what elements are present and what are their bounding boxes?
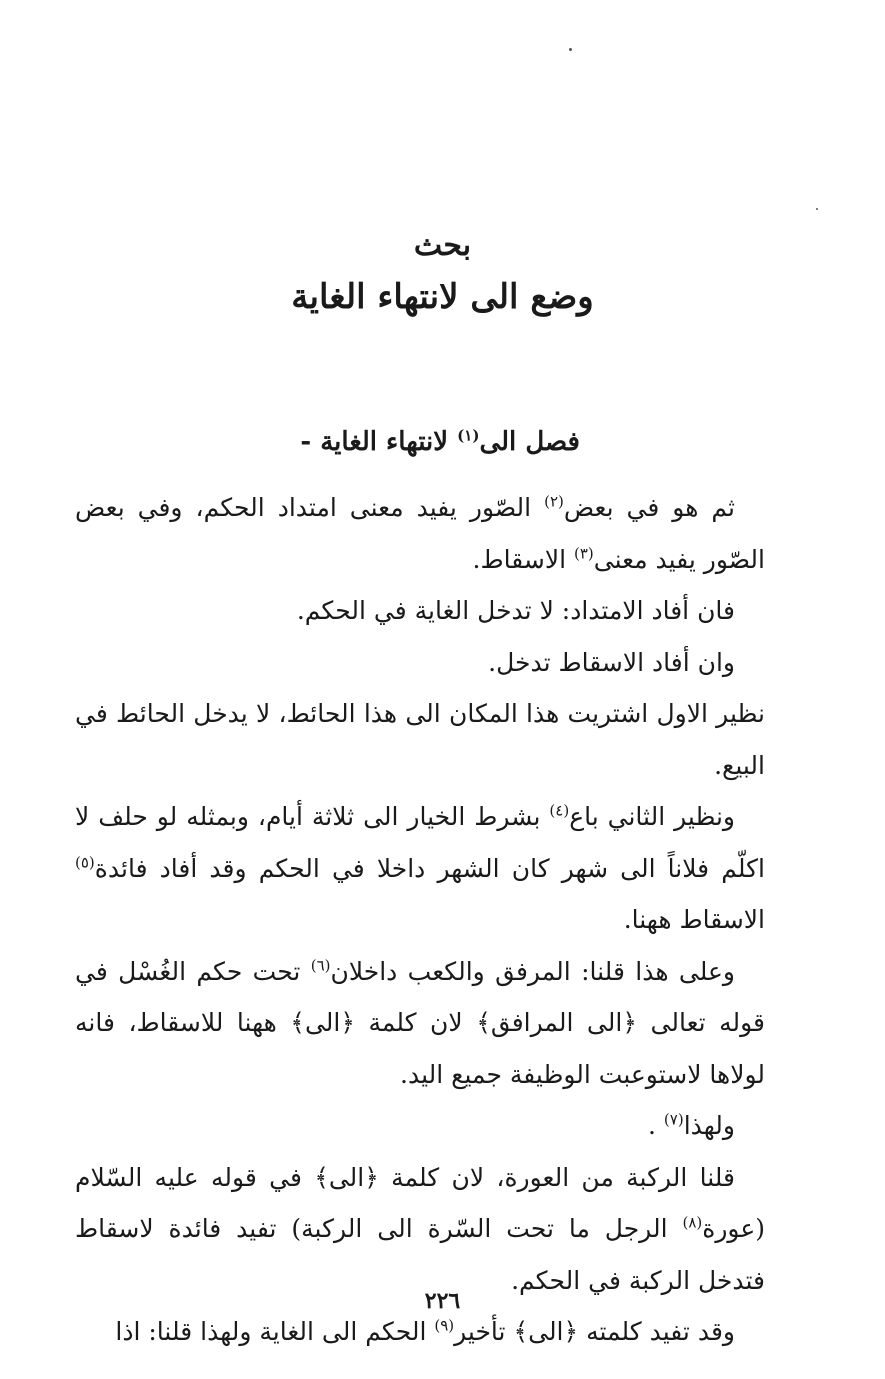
footnote-marker: (١)	[457, 426, 480, 445]
footnote-marker: (٢)	[544, 492, 564, 511]
paragraph-text: قلنا الركبة من العورة، لان كلمة ﴿الى﴾ في قوله عليه السّلام (عورة	[75, 1162, 765, 1243]
paragraph-text: ثم هو في بعض	[563, 493, 735, 522]
paragraph-text: الحكم الى الغاية ولهذا قلنا: اذا	[115, 1317, 435, 1346]
section-heading	[300, 420, 580, 464]
paragraph-text: الاسقاط ههنا.	[623, 905, 765, 934]
paragraph-text: .	[648, 1111, 664, 1140]
footnote-marker: (٤)	[549, 801, 570, 820]
paragraph-text: فان أفاد الامتداد: لا تدخل الغاية في الحكم.	[296, 596, 735, 625]
paragraph-text: وان أفاد الاسقاط تدخل.	[488, 647, 735, 677]
section-heading-start: فصل الى	[479, 427, 580, 457]
paragraph	[75, 791, 765, 946]
footnote-marker: (٧)	[663, 1110, 684, 1129]
paragraph-text: نظير الاول اشتريت هذا المكان الى هذا الحائط، لا يدخل الحائط في البيع.	[75, 699, 765, 780]
paragraph	[75, 585, 765, 637]
paragraph	[75, 688, 765, 791]
chapter-title: وضع الى لانتهاء الغاية	[291, 277, 594, 317]
footnote-marker: (٨)	[682, 1213, 703, 1232]
paragraph-text: بشرط الخيار الى ثلاثة أيام، وبمثله لو حلف لا اكلّم فلاناً الى شهر كان الشهر داخلا في الحكم وقد أفاد فائدة	[75, 802, 765, 883]
footnote-marker: (٩)	[434, 1316, 455, 1335]
paragraph	[75, 637, 765, 689]
paragraph	[75, 482, 765, 585]
paragraph-text: ولهذا	[683, 1111, 735, 1140]
paragraph	[75, 946, 765, 1101]
scan-speck	[816, 208, 818, 210]
paragraph-text: الصّور يفيد معنى امتداد الحكم، وفي بعض الصّور يفيد معنى	[75, 493, 765, 574]
body-text	[75, 482, 765, 1358]
footnote-marker: (٥)	[75, 853, 95, 872]
paragraph-text: الاسقاط.	[472, 544, 574, 574]
page-number: ٢٢٦	[424, 1288, 461, 1314]
paragraph-text: وقد تفيد كلمته ﴿الى﴾ تأخير	[454, 1317, 735, 1346]
scan-speck	[569, 48, 572, 51]
paragraph-text: وعلى هذا قلنا: المرفق والكعب داخلان	[330, 956, 735, 986]
paragraph	[75, 1100, 765, 1152]
paragraph-text: ونظير الثاني باع	[569, 802, 735, 831]
paragraph-text: الرجل ما تحت السّرة الى الركبة) تفيد فائدة لاسقاط فتدخل الركبة في الحكم.	[75, 1214, 765, 1295]
footnote-marker: (٦)	[310, 956, 331, 975]
title-block	[0, 222, 885, 324]
section-heading-end: لانتهاء الغاية -	[300, 427, 449, 457]
chapter-label: بحث	[413, 228, 472, 263]
paragraph-text: تحت حكم الغُسْل في قوله تعالى ﴿الى المرافق﴾ لان كلمة ﴿الى﴾ ههنا للاسقاط، فانه لولاها لاستوعبت الوظيفة جميع اليد.	[75, 956, 765, 1089]
footnote-marker: (٣)	[573, 544, 594, 563]
